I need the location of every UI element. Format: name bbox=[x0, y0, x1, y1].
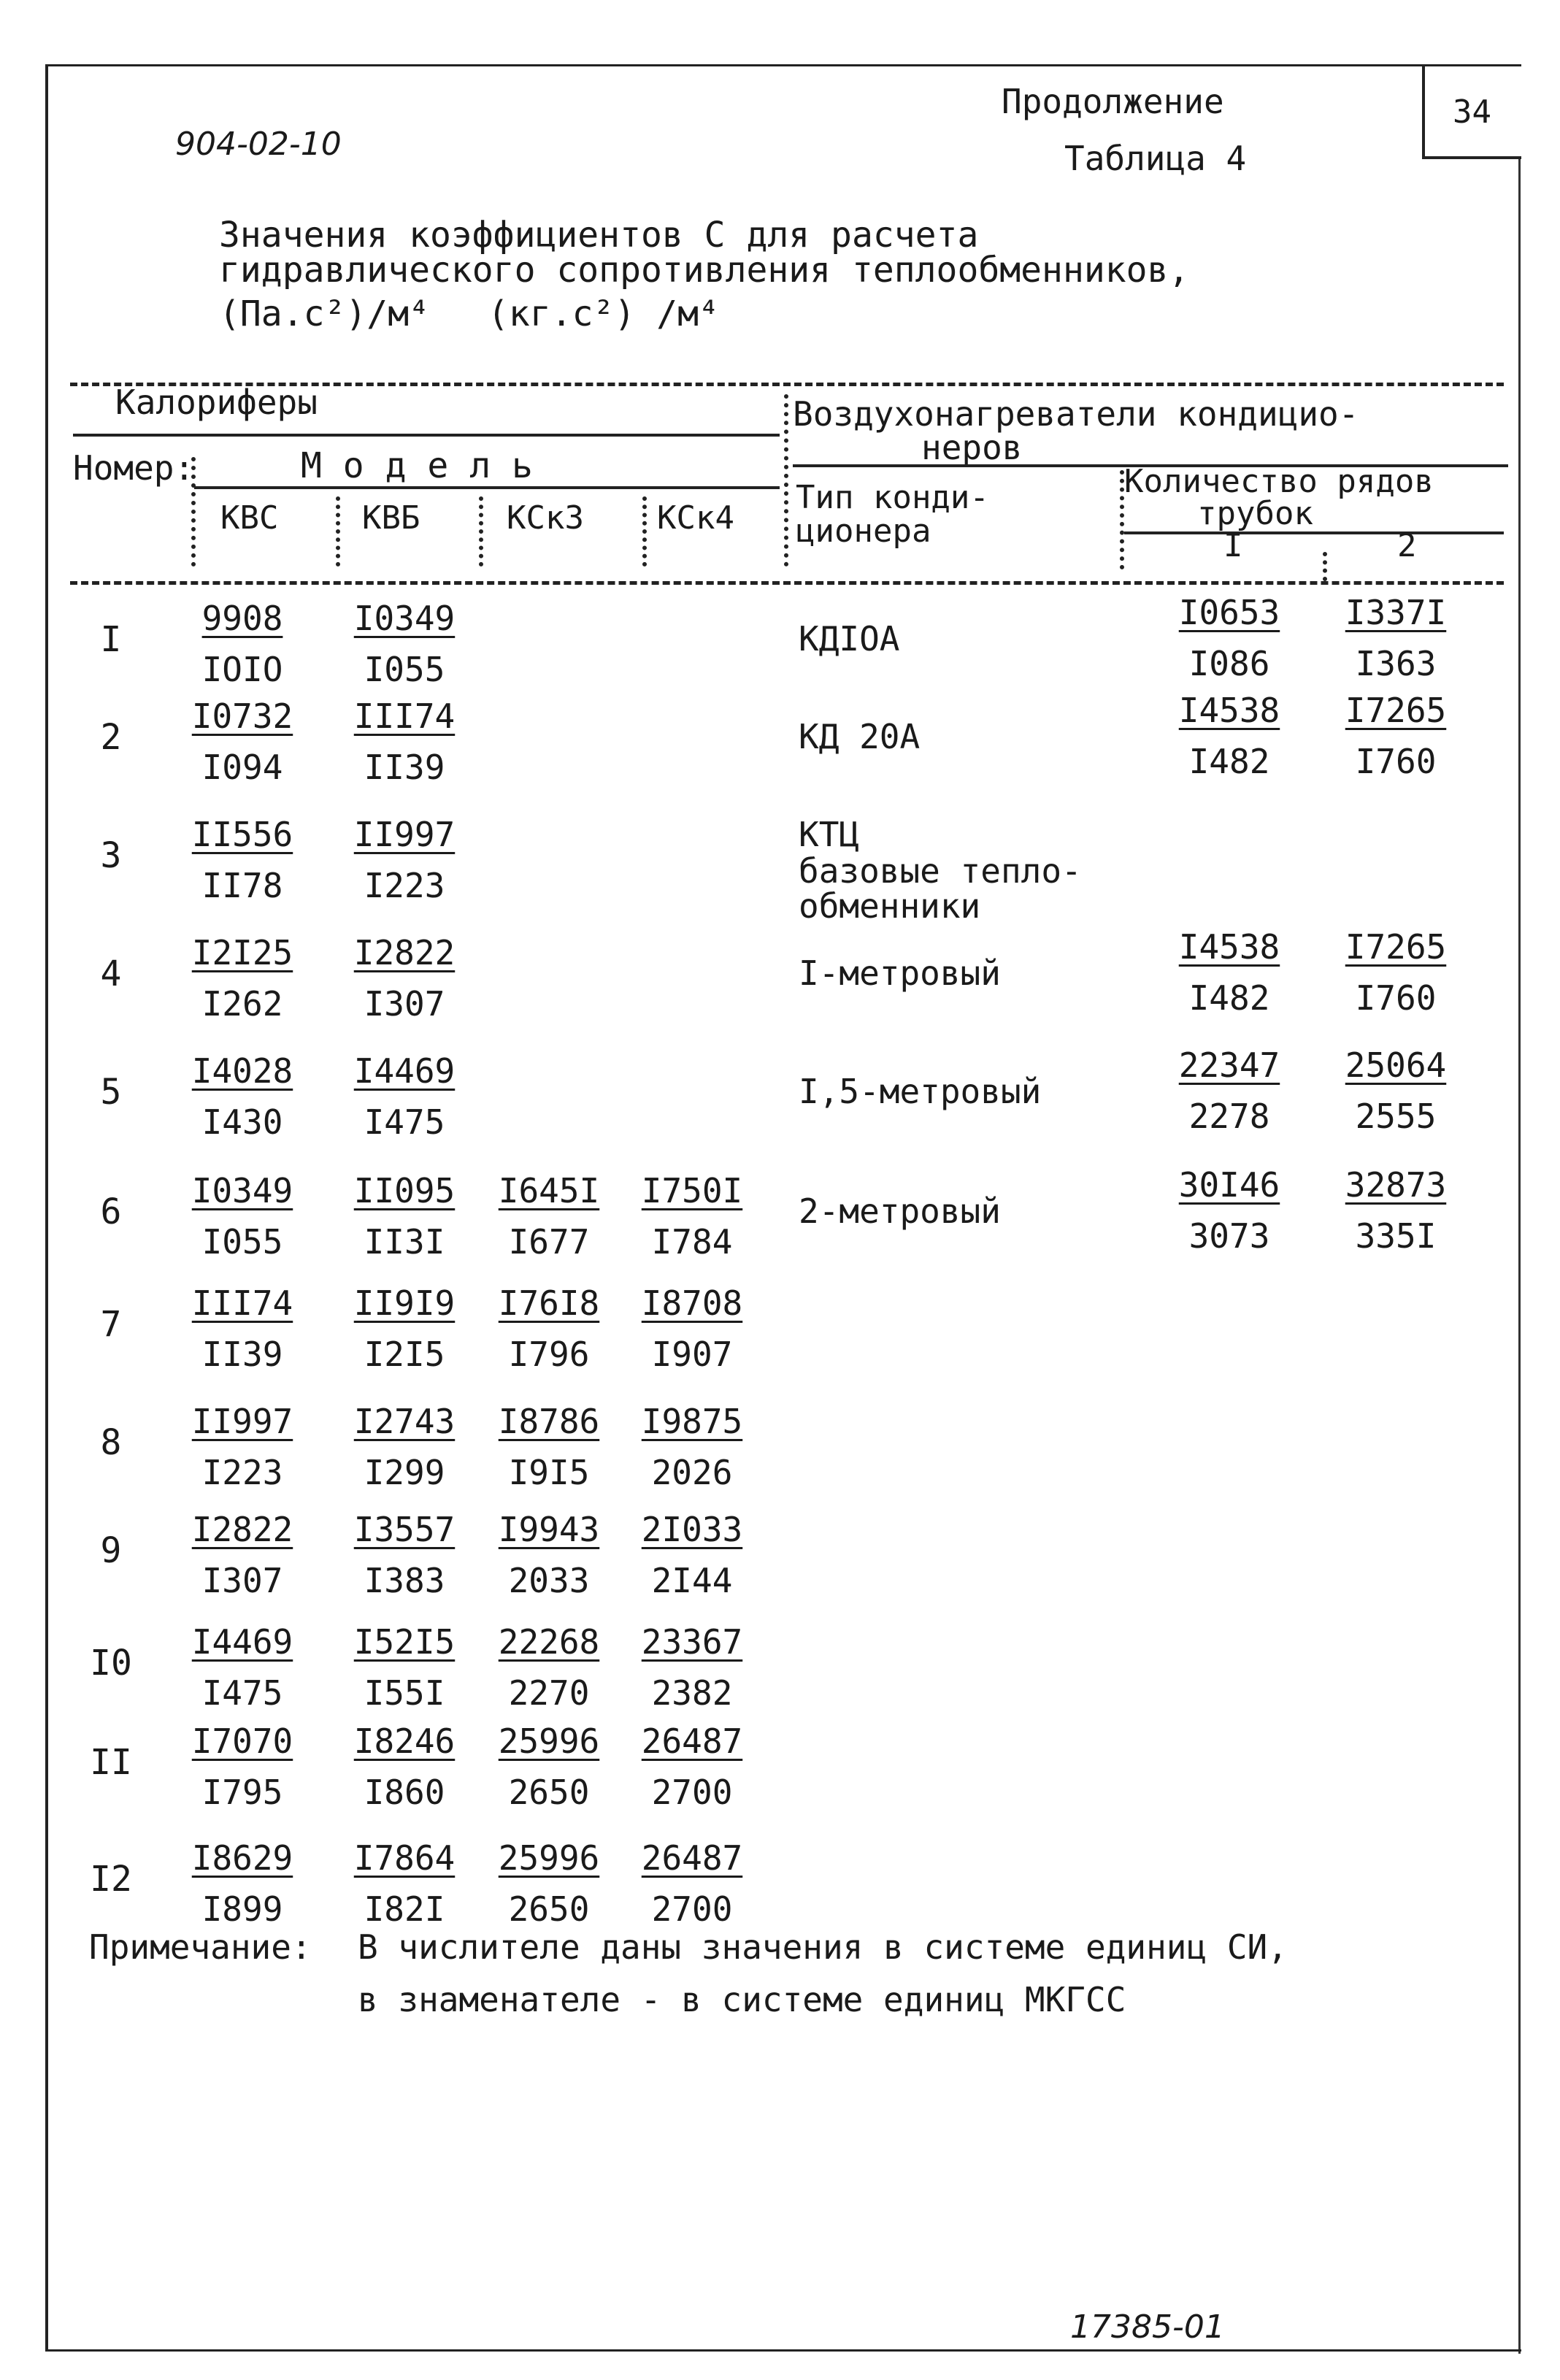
coef-numerator: 25996 bbox=[498, 1721, 600, 1761]
footer-code: 17385-01 bbox=[1070, 2308, 1225, 2346]
coef-denominator: I9I5 bbox=[508, 1453, 590, 1492]
conditioner-type: I,5-метровый bbox=[799, 1072, 1042, 1111]
coef-numerator: I8629 bbox=[191, 1838, 293, 1878]
coef-numerator: I645I bbox=[498, 1171, 600, 1210]
coef-numerator: I2743 bbox=[353, 1402, 456, 1441]
separator-dots bbox=[336, 496, 340, 567]
separator-dots bbox=[1120, 470, 1124, 569]
coef-denominator: I055 bbox=[364, 650, 445, 689]
coef-denominator: 2650 bbox=[508, 1773, 590, 1812]
coef-denominator: I223 bbox=[201, 1453, 283, 1492]
cond-denominator: I363 bbox=[1355, 644, 1437, 683]
frame-top-line bbox=[45, 64, 1521, 66]
coef-numerator: III74 bbox=[191, 1283, 293, 1323]
cond-numerator: I0653 bbox=[1178, 593, 1280, 632]
coef-numerator: I2I25 bbox=[191, 933, 293, 972]
cond-numerator: 32873 bbox=[1345, 1165, 1447, 1205]
coef-numerator: 26487 bbox=[641, 1721, 743, 1761]
coef-denominator: I223 bbox=[364, 866, 445, 905]
coef-numerator: I9943 bbox=[498, 1510, 600, 1549]
frame-right-line bbox=[1518, 156, 1521, 2354]
coef-numerator: I0732 bbox=[191, 696, 293, 736]
model-underline bbox=[194, 486, 780, 489]
note-line-1: В числителе даны значения в системе единиц СИ, bbox=[358, 1927, 1288, 1967]
cond-denominator: 335I bbox=[1355, 1216, 1437, 1256]
coef-numerator: I3557 bbox=[353, 1510, 456, 1549]
coef-numerator: II095 bbox=[353, 1171, 456, 1210]
coef-numerator: I8786 bbox=[498, 1402, 600, 1441]
row-number: 2 bbox=[100, 717, 122, 758]
note-line-2: в знаменателе - в системе единиц МКГСС bbox=[358, 1980, 1126, 2019]
cond-denominator: 3073 bbox=[1188, 1216, 1270, 1256]
header-model-ksk4: КСк4 bbox=[657, 499, 734, 537]
coef-denominator: 2382 bbox=[651, 1673, 733, 1713]
coef-denominator: 2650 bbox=[508, 1889, 590, 1929]
row-number: I bbox=[100, 619, 122, 660]
coef-numerator: I4028 bbox=[191, 1051, 293, 1091]
coef-denominator: I860 bbox=[364, 1773, 445, 1812]
cond-numerator: I337I bbox=[1345, 593, 1447, 632]
cond-numerator: I7265 bbox=[1345, 927, 1447, 967]
header-vozduhonagrevateli-2: неров bbox=[921, 428, 1023, 467]
coef-numerator: 25996 bbox=[498, 1838, 600, 1878]
coef-denominator: I475 bbox=[201, 1673, 283, 1713]
coef-denominator: II39 bbox=[201, 1335, 283, 1374]
coef-numerator: I4469 bbox=[353, 1051, 456, 1091]
cond-numerator: 25064 bbox=[1345, 1045, 1447, 1085]
row-number: 6 bbox=[100, 1191, 122, 1232]
frame-bottom-line bbox=[45, 2349, 1521, 2352]
coef-denominator: II39 bbox=[364, 748, 445, 787]
conditioner-type: КД 20А bbox=[799, 717, 921, 756]
coef-numerator: I2822 bbox=[191, 1510, 293, 1549]
separator-dots bbox=[784, 394, 788, 567]
coef-denominator: I094 bbox=[201, 748, 283, 787]
coef-denominator: 2700 bbox=[651, 1889, 733, 1929]
coef-denominator: 2026 bbox=[651, 1453, 733, 1492]
frame-left-line bbox=[45, 64, 48, 2349]
coef-denominator: I055 bbox=[201, 1222, 283, 1262]
header-kolvo-2: трубок bbox=[1197, 495, 1313, 532]
conditioner-type: КТЦ bbox=[799, 815, 860, 854]
coef-denominator: I307 bbox=[201, 1561, 283, 1600]
title-line-2: гидравлического сопротивления теплообменников, bbox=[219, 250, 1190, 291]
header-bottom-dashed-line bbox=[70, 581, 1504, 585]
coef-numerator: I52I5 bbox=[353, 1622, 456, 1662]
coef-numerator: I0349 bbox=[191, 1171, 293, 1210]
coef-numerator: II9I9 bbox=[353, 1283, 456, 1323]
cond-denominator: I482 bbox=[1188, 742, 1270, 781]
coef-denominator: 2270 bbox=[508, 1673, 590, 1713]
cond-denominator: I086 bbox=[1188, 644, 1270, 683]
cond-denominator: 2278 bbox=[1188, 1097, 1270, 1136]
row-number: I2 bbox=[90, 1859, 132, 1900]
coef-numerator: I8708 bbox=[641, 1283, 743, 1323]
coef-denominator: I784 bbox=[651, 1222, 733, 1262]
separator-dots bbox=[479, 496, 483, 567]
coef-denominator: I475 bbox=[364, 1102, 445, 1142]
cond-denominator: I760 bbox=[1355, 742, 1437, 781]
coef-numerator: I4469 bbox=[191, 1622, 293, 1662]
row-number: 8 bbox=[100, 1422, 122, 1463]
coef-denominator: I307 bbox=[364, 984, 445, 1024]
header-model-ksk3: КСк3 bbox=[507, 499, 584, 537]
coef-denominator: I299 bbox=[364, 1453, 445, 1492]
header-model-kvb: КВБ bbox=[362, 499, 420, 537]
cond-numerator: I4538 bbox=[1178, 927, 1280, 967]
coef-numerator: 2I033 bbox=[641, 1510, 743, 1549]
header-model: М о д е л ь bbox=[301, 445, 533, 486]
header-rows-1: I bbox=[1223, 527, 1243, 564]
coef-numerator: I76I8 bbox=[498, 1283, 600, 1323]
units-mkgss: (кг.с²) /м⁴ bbox=[488, 293, 720, 334]
header-rows-2: 2 bbox=[1397, 527, 1417, 564]
kolvo-underline bbox=[1124, 531, 1504, 534]
coef-numerator: I7070 bbox=[191, 1721, 293, 1761]
document-code: 904-02-10 bbox=[175, 126, 342, 163]
coef-numerator: I2822 bbox=[353, 933, 456, 972]
cond-denominator: 2555 bbox=[1355, 1097, 1437, 1136]
header-vozduhonagrevateli-1: Воздухонагреватели кондицио- bbox=[793, 394, 1359, 434]
coef-denominator: I796 bbox=[508, 1335, 590, 1374]
coef-denominator: 2033 bbox=[508, 1561, 590, 1600]
row-number: 5 bbox=[100, 1072, 122, 1113]
coef-numerator: II997 bbox=[353, 815, 456, 854]
cond-numerator: 30I46 bbox=[1178, 1165, 1280, 1205]
conditioner-subtitle: базовые тепло- bbox=[799, 851, 1082, 891]
coef-denominator: I262 bbox=[201, 984, 283, 1024]
coef-numerator: I7864 bbox=[353, 1838, 456, 1878]
coef-numerator: 26487 bbox=[641, 1838, 743, 1878]
coef-numerator: I0349 bbox=[353, 599, 456, 638]
coef-denominator: II3I bbox=[364, 1222, 445, 1262]
coef-numerator: I750I bbox=[641, 1171, 743, 1210]
header-kalorifery: Калориферы bbox=[115, 383, 318, 422]
coef-denominator: I430 bbox=[201, 1102, 283, 1142]
row-number: 4 bbox=[100, 953, 122, 994]
coef-denominator: I383 bbox=[364, 1561, 445, 1600]
separator-dots bbox=[642, 496, 647, 567]
coef-denominator: I899 bbox=[201, 1889, 283, 1929]
table-label: Таблица 4 bbox=[1064, 139, 1247, 178]
coef-denominator: 2700 bbox=[651, 1773, 733, 1812]
coef-denominator: IOIO bbox=[201, 650, 283, 689]
coef-denominator: II78 bbox=[201, 866, 283, 905]
coef-denominator: I2I5 bbox=[364, 1335, 445, 1374]
row-number: II bbox=[90, 1742, 132, 1783]
coef-denominator: I55I bbox=[364, 1673, 445, 1713]
conditioner-type: 2-метровый bbox=[799, 1191, 1001, 1231]
note-label: Примечание: bbox=[89, 1927, 312, 1967]
conditioner-type: I-метровый bbox=[799, 953, 1001, 993]
row-number: 9 bbox=[100, 1530, 122, 1571]
coef-numerator: II997 bbox=[191, 1402, 293, 1441]
coef-denominator: I82I bbox=[364, 1889, 445, 1929]
header-tip-1: Тип конди- bbox=[796, 479, 989, 516]
cond-numerator: I4538 bbox=[1178, 691, 1280, 730]
title-line-1: Значения коэффициентов С для расчета bbox=[219, 215, 979, 256]
cond-denominator: I760 bbox=[1355, 978, 1437, 1018]
coef-numerator: I9875 bbox=[641, 1402, 743, 1441]
coef-numerator: III74 bbox=[353, 696, 456, 736]
units-si: (Па.с²)/м⁴ bbox=[219, 293, 430, 334]
header-tip-2: ционера bbox=[796, 513, 931, 550]
coef-denominator: I795 bbox=[201, 1773, 283, 1812]
cond-numerator: I7265 bbox=[1345, 691, 1447, 730]
coef-numerator: II556 bbox=[191, 815, 293, 854]
coef-numerator: 9908 bbox=[201, 599, 283, 638]
header-kolvo-1: Количество рядов bbox=[1124, 463, 1434, 500]
header-nomer: Номер: bbox=[73, 448, 195, 488]
row-number: 3 bbox=[100, 835, 122, 876]
separator-dots bbox=[191, 457, 196, 567]
coef-numerator: I8246 bbox=[353, 1721, 456, 1761]
row-number: I0 bbox=[90, 1643, 132, 1684]
conditioner-type: КДIOA bbox=[799, 619, 900, 659]
coef-numerator: 23367 bbox=[641, 1622, 743, 1662]
page-number: 34 bbox=[1453, 93, 1491, 131]
header-model-kvs: КВС bbox=[220, 499, 279, 537]
row-number: 7 bbox=[100, 1304, 122, 1345]
continuation-label: Продолжение bbox=[1002, 82, 1224, 121]
coef-numerator: 22268 bbox=[498, 1622, 600, 1662]
coef-denominator: I677 bbox=[508, 1222, 590, 1262]
conditioner-subtitle: обменники bbox=[799, 886, 981, 926]
cond-denominator: I482 bbox=[1188, 978, 1270, 1018]
coef-denominator: I907 bbox=[651, 1335, 733, 1374]
separator-dots bbox=[1323, 552, 1327, 581]
kalorifery-underline bbox=[73, 434, 780, 437]
cond-numerator: 22347 bbox=[1178, 1045, 1280, 1085]
coef-denominator: 2I44 bbox=[651, 1561, 733, 1600]
